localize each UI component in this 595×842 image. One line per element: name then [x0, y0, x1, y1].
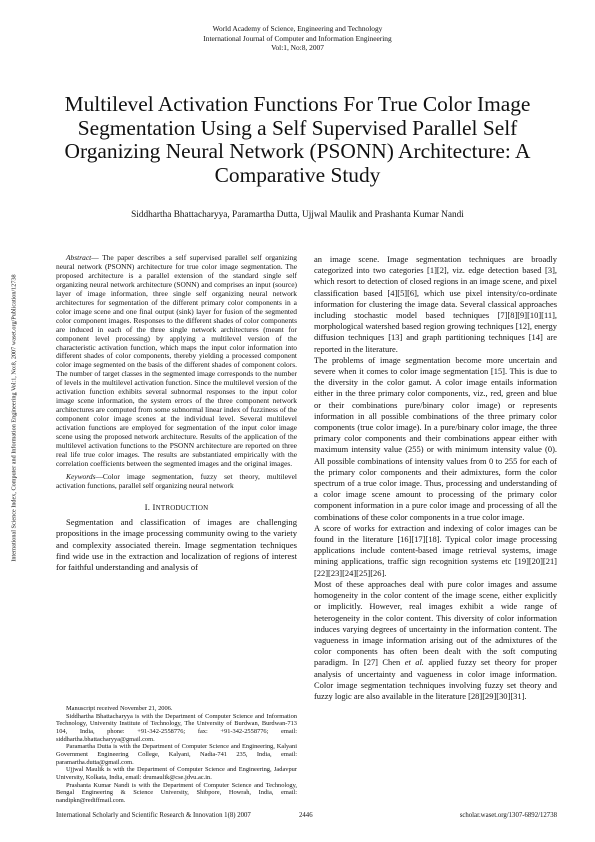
right-column	[314, 254, 557, 702]
journal-header	[0, 24, 595, 53]
left-column	[56, 254, 297, 574]
footnote-author-4: Prashanta Kumar Nandi is with the Department of Computer Science and Technology, Bengal Engineering & Science University, Shibpore, Howrah, India, email: nandipkn@rediffmail.com.	[56, 781, 297, 804]
right-paragraph-4	[314, 579, 557, 702]
section-numeral: I.	[144, 501, 151, 512]
intro-body-right	[314, 254, 557, 702]
footnote-received: Manuscript received November 21, 2006.	[66, 705, 173, 712]
abstract-label: Abstract	[66, 253, 92, 262]
header-line-2: International Journal of Computer and Information Engineering	[203, 33, 392, 43]
right-paragraph-3: A score of works for extraction and indexing of color images can be found in the literature [16][17][18]. Typical color image processing applications include content-based image retrieval systems, image mining applications, traffic sign recognition systems etc [19][20][21][22][23][24][25][26].	[314, 522, 557, 578]
footnote-author-1: Siddhartha Bhattacharyya is with the Department of Computer Science and Information Technology, University Institute of Technology, The University of Burdwan, Burdwan-713 104, India, phone: +91-342-2558776; fax: +91-342-2558776; email: siddhartha.bhattacharyya@gmail.com.	[56, 712, 297, 743]
section-title-initial: I	[152, 501, 156, 512]
abstract-paragraph: Abstract— The paper describes a self supervised parallel self organizing neural network (PSONN) architecture for true color image segmentation. The proposed architecture is a parallel extension of the standard single self organizing neural network architecture (SONN) and comprises an input (source) layer of image information, three single self organizing neural network architectures for segmentation of the different primary color components in a color image scene and one final output (sink) layer for fusion of the segmented color component images. Responses to the different shades of color components are induced in each of the three single network architectures (meant for component level processing) by applying a multilevel version of the characteristic activation function, which maps the input color information into different shades of color components, thereby yielding a processed component color image segmented on the basis of the different shades of component colors. The number of target classes in the segmented image corresponds to the number of levels in the multilevel activation function. Since the multilevel version of the activation function exhibits several subnormal responses to the input color image scene information, the system errors of the three component network architectures are computed from some subnormal linear index of fuzziness of the component color image scenes at the individual level. Several multilevel activation functions are employed for segmentation of the input color image scene using the proposed network architecture. Results of the application of the multilevel activation functions to the PSONN architecture are reported on three real life true color images. The results are substantiated empirically with the correlation coefficients between the segmented images and the original images.	[56, 253, 298, 468]
keywords-label: Keywords	[66, 471, 96, 481]
keywords-paragraph: Keywords—Color image segmentation, fuzzy set theory, multilevel activation functions, parallel self organizing neural network	[56, 471, 297, 490]
page-number: 2446	[299, 812, 313, 819]
footer-left: International Scholarly and Scientific Research & Innovation 1(8) 2007	[56, 812, 251, 819]
p4-text: Most of these approaches deal with pure color images and assume homogeneity in the color content of the image scene, either explicitly or implicitly. However, real images exhibit a wide range of heterogeneity in the color content. This diversity of color information induces varying degrees of uncertainty in the information content. The vagueness in image information arising out of the admixtures of the color components has often been dealt with the soft computing paradigm. In [27] Chen	[314, 578, 557, 668]
section-title-rest: NTRODUCTION	[155, 503, 209, 512]
abstract-text: The paper describes a self supervised parallel self organizing neural network (PSONN) architecture for true color image segmentation. The proposed architecture is a parallel extension of the standard single self organizing neural network architecture (SONN) and comprises an input (source) layer of image information, three single self organizing neural network architectures for segmentation of the different primary color components in a color image scene and one final output (sink) layer for fusion of the segmented color component images. Responses to the different shades of color components are induced in each of the three single network architectures (meant for component level processing) by applying a multilevel version of the characteristic activation function, which maps the input color information into different shades of color components, thereby yielding a processed component color image segmented on the basis of the different shades of component colors. The number of target classes in the segmented image corresponds to the number of levels in the multilevel activation function. Since the multilevel version of the activation function exhibits several subnormal responses to the input color image scene information, the system errors of the three component network architectures are computed from some subnormal linear index of fuzziness of the component color image scenes at the individual level. Several multilevel activation functions are employed for segmentation of the input color image scene using the proposed network architecture. Results of the application of the multilevel activation functions to the PSONN architecture are reported on three real life true color images. The results are substantiated empirically with the correlation coefficients between the segmented images and the original images.	[56, 253, 298, 468]
section-heading-introduction	[56, 502, 297, 512]
header-line-1: World Academy of Science, Engineering and Technology	[212, 24, 383, 33]
right-paragraph-2: The problems of image segmentation become more uncertain and severe when it comes to color image segmentation [15]. This is due to the diversity in the color gamut. A color image entails information either in the three primary color components, viz., red, green and blue or their combinations pure/binary color image) or represents information in all possible combinations of the three primary color components (true color image). In a pure/binary color image, the three primary color components and their combinations appear either with maximum intensity value (255) or with minimum intensity value (0). All possible combinations of intensity values from 0 to 255 for each of the primary color components and their admixtures, form the color spectrum of a true color image. Thus, processing and understanding of a color image scene amount to processing of the primary color component information in a pure color image and processing of all the combinations of these color components in a true color image.	[314, 354, 557, 522]
vertical-sidebar-note	[4, 268, 24, 568]
author-list: Siddhartha Bhattacharyya, Paramartha Dutta, Ujjwal Maulik and Prashanta Kumar Nandi	[131, 210, 464, 220]
intro-paragraph: Segmentation and classification of images are challenging propositions in the image processing community owing to the variety and complexity associated therein. Image segmentation techniques find wide use in the extraction and localization of regions of interest for faithful understanding and analysis of	[56, 516, 297, 573]
p4-et-al: et al.	[404, 657, 424, 668]
footnote-author-2: Paramartha Dutta is with the Department of Computer Science and Engineering, Kalyani Government Engineering College, Kalyani, Nadia-741 235, India, email: paramartha.dutta@gmail.com.	[56, 743, 297, 766]
footer-right: scholar.waset.org/1307-6892/12738	[459, 812, 557, 819]
footnote-author-3: Ujjwal Maulik is with the Department of Computer Science and Engineering, Jadavpur University, Kolkata, India, email: drumaulik@cse.jdvu.ac.in.	[56, 766, 297, 781]
sidebar-text: International Science Index, Computer and Information Engineering Vol:1, No:8, 2007 waset.org/Publication/12738	[10, 274, 18, 562]
right-paragraph-1: an image scene. Image segmentation techniques are broadly categorized into two categories [1][2], viz. edge detection based [3], which resort to detection of closed regions in an image scene, and pixel classification based [4][5][6], which use pixel intensity/co-ordinate information for clustering the image data. Several classical approaches including stochastic model based techniques [7][8][9][10][11], morphological watershed based region growing techniques [12], energy diffusion techniques [13] and graph partitioning techniques [14] are reported in the literature.	[314, 254, 557, 354]
intro-body-left	[56, 517, 297, 574]
abstract-block	[56, 254, 297, 491]
paper-title: Multilevel Activation Functions For True Color Image Segmentation Using a Self Supervised Parallel Self Organizing Neural Network (PSONN) Architecture: A Comparative Study	[64, 92, 531, 187]
keywords-text: Color image segmentation, fuzzy set theory, multilevel activation functions, parallel self organizing neural network	[56, 471, 297, 490]
header-line-3: Vol:1, No:8, 2007	[271, 43, 324, 53]
footnotes	[56, 705, 297, 805]
p4-rest: applied fuzzy set theory for proper analysis of uncertainty and vagueness in color image information. Color image segmentation techniques involving fuzzy set theory and fuzzy logic are also available in the literature [28][29][30][31].	[314, 657, 558, 701]
